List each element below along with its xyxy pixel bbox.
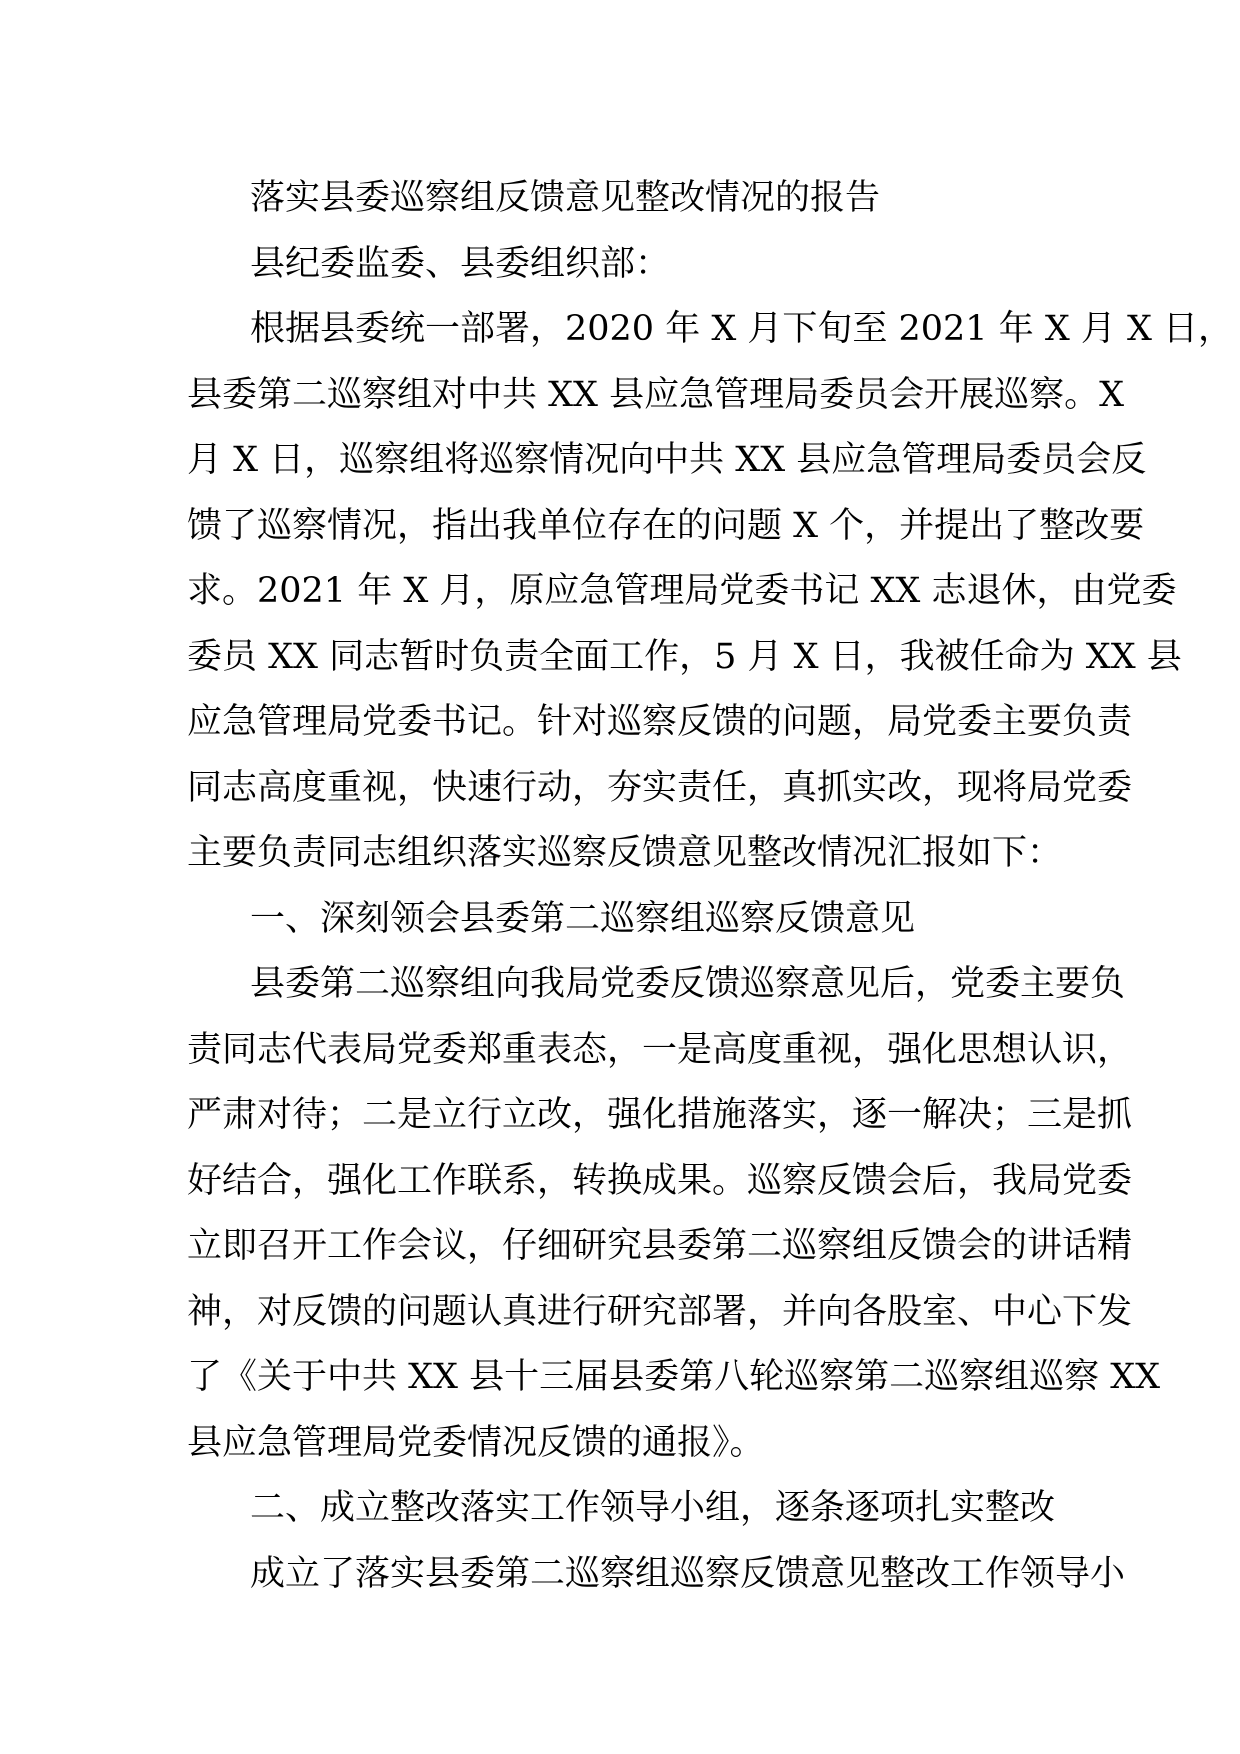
body-line: 根据县委统一部署，2020 年 X 月下旬至 2021 年 X 月 X 日， xyxy=(250,309,1234,349)
body-line: 严肃对待；二是立行立改，强化措施落实，逐一解决；三是抓 xyxy=(187,1095,1133,1135)
body-line: 了《关于中共 XX 县十三届县委第八轮巡察第二巡察组巡察 XX xyxy=(187,1357,1161,1397)
body-line: 同志高度重视，快速行动，夯实责任，真抓实改，现将局党委 xyxy=(187,767,1133,808)
section-heading: 一、深刻领会县委第二巡察组巡察反馈意见 xyxy=(250,898,916,939)
body-line: 主要负责同志组织落实巡察反馈意见整改情况汇报如下： xyxy=(187,833,1063,873)
document-page xyxy=(187,166,1234,1607)
body-line: 馈了巡察情况，指出我单位存在的问题 X 个，并提出了整改要 xyxy=(187,505,1145,546)
body-line: 月 X 日，巡察组将巡察情况向中共 XX 县应急管理局委员会反 xyxy=(187,440,1147,480)
document-title: 落实县委巡察组反馈意见整改情况的报告 xyxy=(250,178,881,218)
body-line: 成立了落实县委第二巡察组巡察反馈意见整改工作领导小 xyxy=(250,1553,1126,1594)
body-line: 县应急管理局党委情况反馈的通报》。 xyxy=(187,1422,765,1463)
body-line: 县委第二巡察组对中共 XX 县应急管理局委员会开展巡察。X xyxy=(187,374,1125,415)
body-line: 神，对反馈的问题认真进行研究部署，并向各股室、中心下发 xyxy=(187,1291,1133,1332)
body-line: 立即召开工作会议，仔细研究县委第二巡察组反馈会的讲话精 xyxy=(187,1226,1133,1266)
body-line: 应急管理局党委书记。针对巡察反馈的问题，局党委主要负责 xyxy=(187,702,1133,742)
body-line: 责同志代表局党委郑重表态，一是高度重视，强化思想认识， xyxy=(187,1029,1133,1070)
addressee-line: 县纪委监委、县委组织部： xyxy=(250,243,671,284)
section-heading: 二、成立整改落实工作领导小组，逐条逐项扎实整改 xyxy=(250,1488,1056,1528)
body-line: 委员 XX 同志暂时负责全面工作，5 月 X 日，我被任命为 XX 县 xyxy=(187,636,1182,677)
body-line: 好结合，强化工作联系，转换成果。巡察反馈会后，我局党委 xyxy=(187,1160,1133,1201)
body-line: 县委第二巡察组向我局党委反馈巡察意见后，党委主要负 xyxy=(250,964,1126,1004)
body-line: 求。2021 年 X 月，原应急管理局党委书记 XX 志退休，由党委 xyxy=(187,571,1177,611)
